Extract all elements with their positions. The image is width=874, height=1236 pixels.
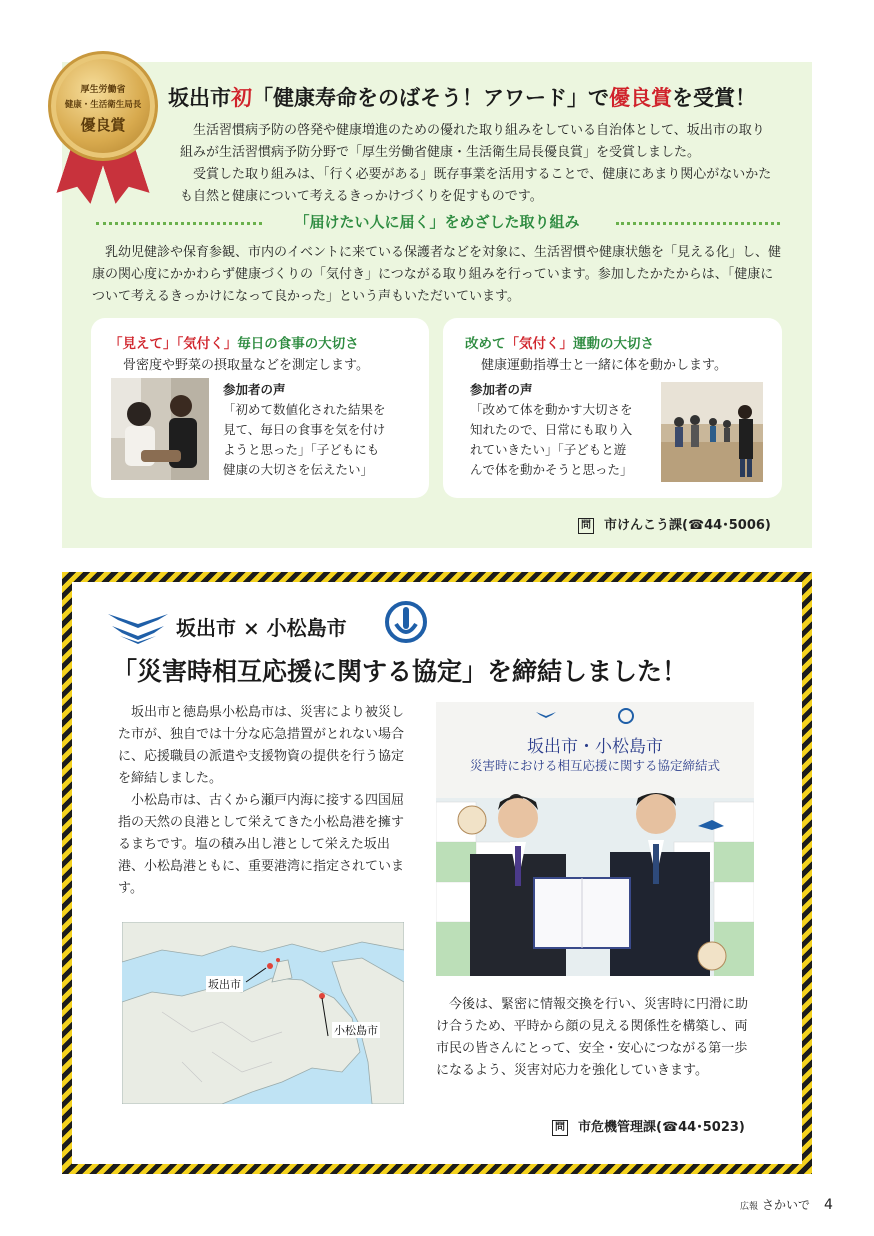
card-exercise-voice-line: 「改めて体を動かす大切さを	[470, 402, 633, 417]
page-footer	[740, 1196, 833, 1213]
card-meal-title-rest: 毎日の食事の大切さ	[237, 336, 359, 352]
medal-line-3: 優良賞	[80, 116, 126, 134]
card-meal-voice-line: 見て、毎日の食事を気を付け	[223, 422, 386, 437]
contact-crisis-text: 市危機管理課(☎44･5023)	[578, 1120, 745, 1135]
section-body-paragraph: 乳幼児健診や保育参観、市内のイベントに来ている保護者などを対象に、生活習慣や健康状態を「見える化」し、健康の関心度にかかわらず健康づくりの「気付き」につながる取り組みを行っています。参加したかたからは、「健康について考えるきっかけになって良かった」という声もいただいています。	[92, 245, 782, 304]
card-meal-voice-line: 健康の大切さを伝えたい」	[223, 462, 374, 477]
agreement-cities: 坂出市 × 小松島市	[176, 616, 347, 640]
card-exercise-title-rest: 運動の大切さ	[573, 336, 654, 352]
award-title-city: 坂出市	[168, 86, 231, 110]
award-title	[168, 82, 756, 112]
card-exercise	[443, 318, 782, 498]
sakaide-logo-icon	[106, 606, 170, 644]
card-meal-desc: 骨密度や野菜の摂取量などを測定します。	[123, 358, 369, 373]
contact-crisis	[552, 1116, 745, 1136]
agreement-title: 「災害時相互応援に関する協定」を締結しました！	[112, 657, 688, 686]
shikoku-map-graphic	[122, 922, 404, 1104]
ceremony-banner-title: 災害時における相互応援に関する協定締結式	[469, 758, 720, 773]
card-meal-voice	[223, 400, 386, 480]
card-meal-photo	[111, 378, 209, 480]
card-exercise-desc: 健康運動指導士と一緒に体を動かします。	[481, 358, 727, 373]
ceremony-photo	[436, 702, 754, 976]
card-exercise-title	[465, 332, 654, 352]
card-exercise-title-red: 「気付く」	[505, 336, 573, 352]
contact-health	[578, 514, 771, 534]
contact-health-text: 市けんこう課(☎44･5006)	[604, 518, 771, 533]
agreement-paragraph-3: 今後は、緊密に情報交換を行い、災害時に円滑に助け合うため、平時から顔の見える関係性を構築し、両市民の皆さんにとって、安全・安心につながる第一歩になるよう、災害対応力を強化していきます。	[436, 997, 749, 1078]
komatsushima-logo-icon	[384, 600, 428, 644]
agreement-paragraph-2: 小松島市は、古くから瀬戸内海に接する四国屈指の天然の良港として栄えてきた小松島港を擁するまちです。塩の積み出し港として栄えた坂出港、小松島港ともに、重要港湾に指定されています。	[118, 793, 405, 896]
award-title-prize: 優良賞	[609, 86, 672, 110]
award-title-award-name: 「健康寿命をのばそう！アワード」で	[252, 86, 609, 110]
page-number: 4	[824, 1197, 833, 1213]
award-title-first: 初	[231, 86, 252, 110]
card-meal-title-red-2: 「気付く」	[176, 336, 238, 352]
award-intro	[180, 120, 776, 208]
card-meal	[91, 318, 429, 498]
map-label-sakaide: 坂出市	[208, 978, 241, 991]
card-exercise-title-pre: 改めて	[465, 336, 506, 352]
card-exercise-voice-line: れていきたい」「子どもと遊	[470, 442, 627, 457]
medal-disc	[48, 51, 158, 161]
inquiry-icon: 問	[552, 1120, 568, 1136]
card-exercise-photo	[661, 382, 763, 482]
ceremony-banner-cities: 坂出市・小松島市	[527, 737, 663, 757]
footer-label: 広報	[740, 1202, 759, 1212]
card-exercise-voice-heading: 参加者の声	[470, 382, 533, 397]
agreement-body-left	[118, 702, 410, 900]
section-heading: 「届けたい人に届く」をめざした取り組み	[294, 213, 580, 231]
medal-line-2: 健康・生活衛生局長	[64, 100, 142, 110]
card-meal-title	[109, 332, 359, 352]
card-meal-voice-heading: 参加者の声	[223, 382, 286, 397]
footer-publication-name: さかいで	[762, 1198, 811, 1212]
map-label-komatsushima: 小松島市	[334, 1024, 378, 1037]
award-intro-paragraph-2: 受賞した取り組みは、「行く必要がある」既存事業を活用することで、健康にあまり関心がないかたも自然と健康について考えるきっかけづくりを促すものです。	[180, 167, 772, 204]
medal-line-1: 厚生労働省	[80, 85, 126, 95]
award-medal	[45, 48, 161, 198]
card-exercise-voice-line: 知れたので、日常にも取り入	[470, 422, 633, 437]
card-exercise-voice-line: んで体を動かそうと思った」	[470, 462, 633, 477]
agreement-body-right	[436, 994, 758, 1082]
agreement-paragraph-1: 坂出市と徳島県小松島市は、災害により被災した市が、独自では十分な応急措置がとれない場合に、応援職員の派遣や支援物資の提供を行う協定を締結しました。	[118, 705, 405, 786]
card-meal-title-red-1: 「見えて」	[109, 336, 177, 352]
award-intro-paragraph-1: 生活習慣病予防の啓発や健康増進のための優れた取り組みをしている自治体として、坂出市の取り組みが生活習慣病予防分野で「厚生労働省健康・生活衛生局長優良賞」を受賞しました。	[180, 123, 765, 160]
section-body	[92, 242, 782, 308]
award-title-suffix: を受賞！	[672, 86, 756, 110]
card-exercise-voice	[470, 400, 633, 480]
inquiry-icon: 問	[578, 518, 594, 534]
shikoku-map	[122, 922, 404, 1104]
card-meal-voice-line: ようと思った」「子どもにも	[223, 442, 380, 457]
card-meal-voice-line: 「初めて数値化された結果を	[223, 402, 386, 417]
